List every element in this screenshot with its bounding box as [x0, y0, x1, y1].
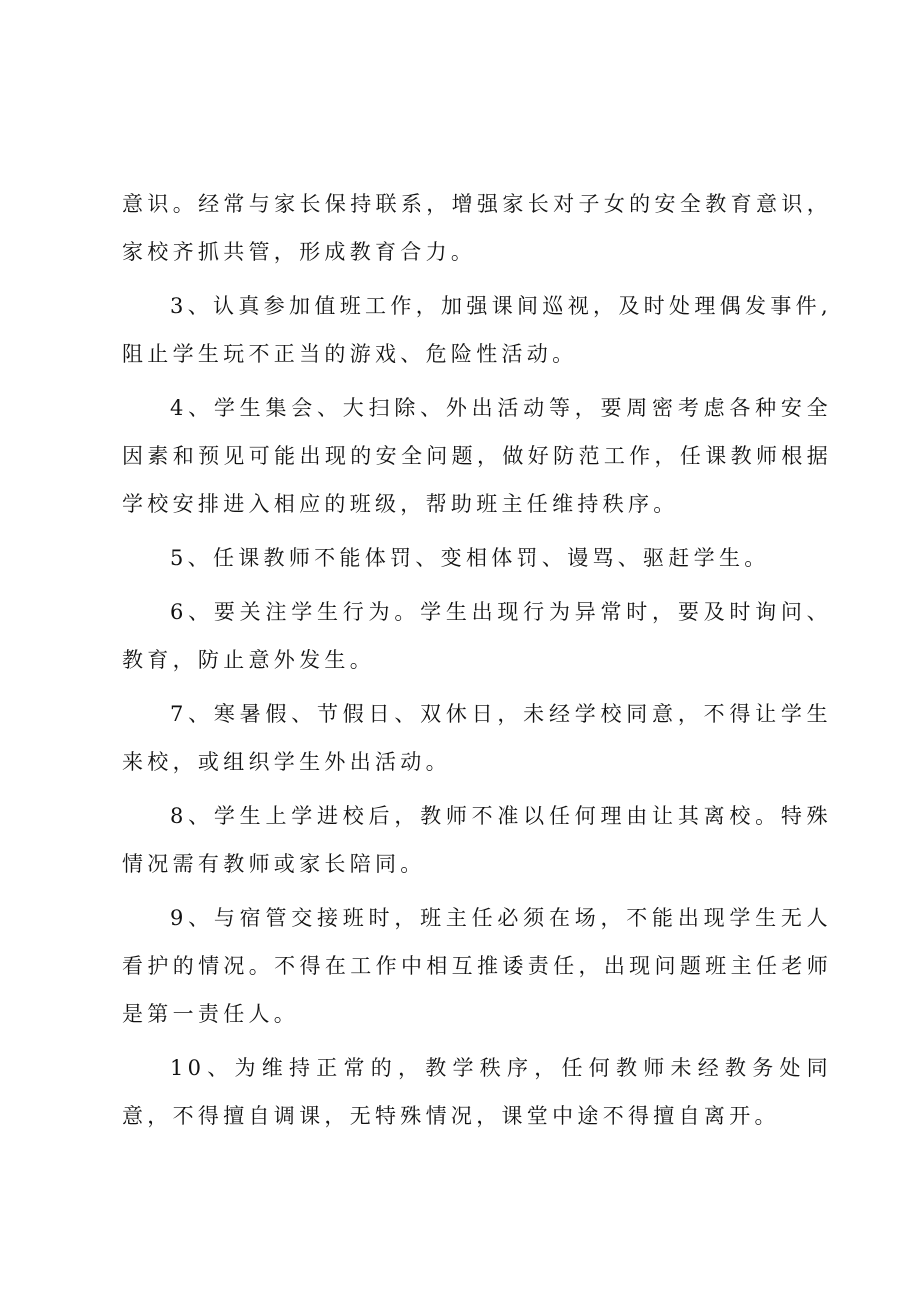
document-body [122, 180, 832, 1146]
paragraph-item-10: 10、为维持正常的，教学秩序，任何教师未经教务处同意，不得擅自调课，无特殊情况，课堂中途不得擅自离开。 [122, 1056, 832, 1128]
paragraph-item-9: 9、与宿管交接班时，班主任必须在场，不能出现学生无人看护的情况。不得在工作中相互推诿责任，出现问题班主任老师是第一责任人。 [122, 906, 832, 1026]
paragraph-item-4: 4、学生集会、大扫除、外出活动等，要周密考虑各种安全因素和预见可能出现的安全问题，做好防范工作，任课教师根据学校安排进入相应的班级，帮助班主任维持秩序。 [122, 396, 832, 516]
paragraph-item-8: 8、学生上学进校后，教师不准以任何理由让其离校。特殊情况需有教师或家长陪同。 [122, 804, 832, 876]
paragraph-item-5: 5、任课教师不能体罚、变相体罚、谩骂、驱赶学生。 [170, 546, 770, 570]
paragraph-item-3: 3、认真参加值班工作，加强课间巡视，及时处理偶发事件,阻止学生玩不正当的游戏、危险性活动。 [122, 294, 832, 366]
paragraph-continuation: 意识。经常与家长保持联系，增强家长对子女的安全教育意识，家校齐抓共管，形成教育合力。 [122, 192, 832, 264]
paragraph-item-6: 6、要关注学生行为。学生出现行为异常时，要及时询问、教育，防止意外发生。 [122, 600, 832, 672]
paragraph-item-7: 7、寒暑假、节假日、双休日，未经学校同意，不得让学生来校，或组织学生外出活动。 [122, 702, 832, 774]
